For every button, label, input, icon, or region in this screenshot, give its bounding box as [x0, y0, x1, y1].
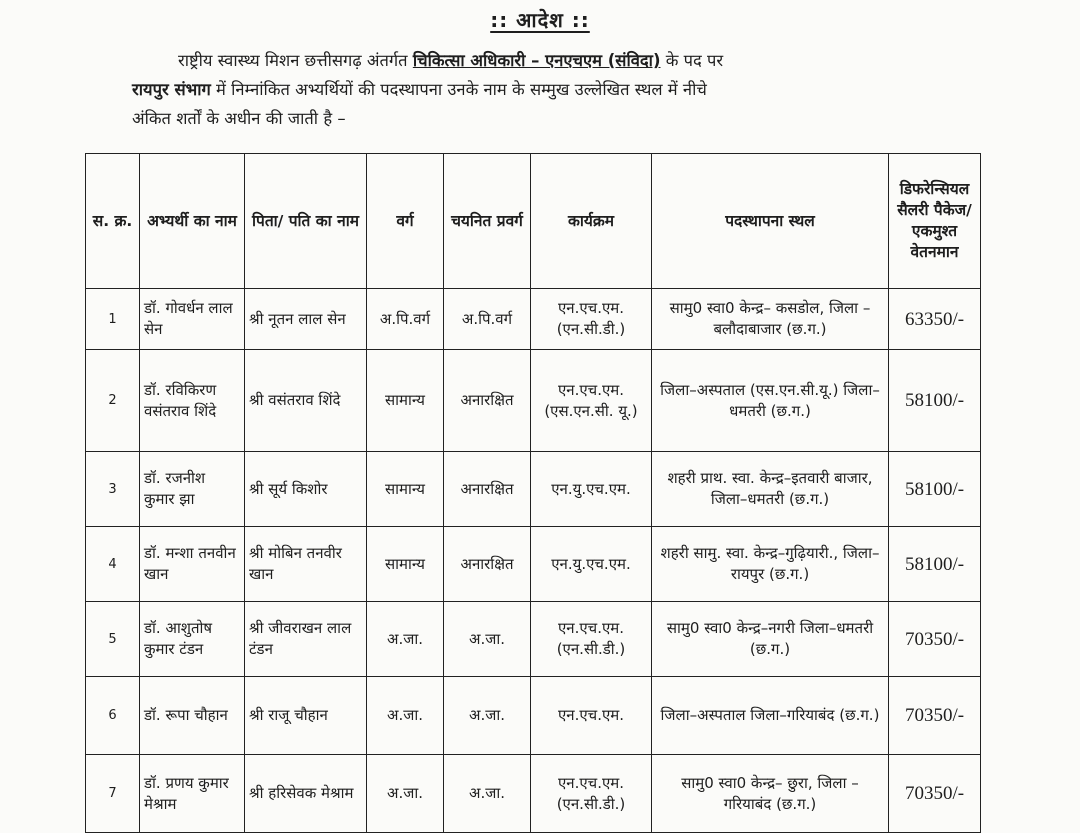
header-program: कार्यक्रम	[531, 154, 652, 289]
cell-salary: 58100/-	[889, 350, 981, 452]
cell-selected-category: अ.जा.	[444, 755, 531, 833]
cell-posting: जिला–अस्पताल (एस.एन.सी.यू.) जिला–धमतरी (छ.ग.)	[652, 350, 889, 452]
intro-text-2: में निम्नांकित अभ्यर्थियों की पदस्थापना उनके नाम के सम्मुख उल्लेखित स्थल में नीचे	[210, 80, 707, 99]
cell-category: अ.जा.	[367, 677, 444, 755]
cell-posting: जिला–अस्पताल जिला–गरियाबंद (छ.ग.)	[652, 677, 889, 755]
cell-posting: सामु0 स्वा0 केन्द्र– छुरा, जिला – गरियाबंद (छ.ग.)	[652, 755, 889, 833]
cell-sno: 6	[86, 677, 140, 755]
cell-father: श्री वसंतराव शिंदे	[245, 350, 367, 452]
intro-line-3: अंकित शर्तों के अधीन की जाती है –	[132, 109, 346, 128]
cell-name: डॉ. रविकिरण वसंतराव शिंदे	[140, 350, 245, 452]
cell-program: एन.एच.एम.	[531, 677, 652, 755]
intro-line-1	[132, 46, 958, 75]
cell-program: एन.एच.एम. (एन.सी.डी.)	[531, 602, 652, 677]
cell-sno: 2	[86, 350, 140, 452]
cell-name: डॉ. रजनीश कुमार झा	[140, 452, 245, 527]
table-row	[86, 452, 981, 527]
table-row	[86, 755, 981, 833]
cell-name: डॉ. रूपा चौहान	[140, 677, 245, 755]
intro-text-1a: राष्ट्रीय स्वास्थ्य मिशन छत्तीसगढ़ अंतर्गत	[178, 51, 413, 70]
cell-selected-category: अ.पि.वर्ग	[444, 289, 531, 350]
cell-salary: 70350/-	[889, 677, 981, 755]
cell-salary: 70350/-	[889, 602, 981, 677]
table-row	[86, 350, 981, 452]
cell-selected-category: अनारक्षित	[444, 452, 531, 527]
cell-sno: 4	[86, 527, 140, 602]
division-name: रायपुर संभाग	[132, 80, 211, 99]
cell-selected-category: अ.जा.	[444, 602, 531, 677]
cell-category: अ.जा.	[367, 602, 444, 677]
cell-program: एन.यु.एच.एम.	[531, 527, 652, 602]
cell-salary: 58100/-	[889, 452, 981, 527]
cell-sno: 7	[86, 755, 140, 833]
cell-category: सामान्य	[367, 350, 444, 452]
cell-category: सामान्य	[367, 527, 444, 602]
table-row	[86, 602, 981, 677]
cell-sno: 5	[86, 602, 140, 677]
cell-father: श्री जीवराखन लाल टंडन	[245, 602, 367, 677]
document-title	[0, 6, 1080, 33]
cell-selected-category: अनारक्षित	[444, 350, 531, 452]
cell-salary: 58100/-	[889, 527, 981, 602]
cell-father: श्री सूर्य किशोर	[245, 452, 367, 527]
table-row	[86, 527, 981, 602]
cell-program: एन.एच.एम. (एस.एन.सी. यू.)	[531, 350, 652, 452]
cell-name: डॉ. प्रणय कुमार मेश्राम	[140, 755, 245, 833]
header-name: अभ्यर्थी का नाम	[140, 154, 245, 289]
intro-paragraph	[132, 46, 958, 133]
cell-salary: 70350/-	[889, 755, 981, 833]
cell-category: अ.जा.	[367, 755, 444, 833]
cell-father: श्री मोबिन तनवीर खान	[245, 527, 367, 602]
cell-program: एन.यु.एच.एम.	[531, 452, 652, 527]
cell-selected-category: अ.जा.	[444, 677, 531, 755]
cell-program: एन.एच.एम. (एन.सी.डी.)	[531, 755, 652, 833]
cell-father: श्री नूतन लाल सेन	[245, 289, 367, 350]
cell-name: डॉ. आशुतोष कुमार टंडन	[140, 602, 245, 677]
cell-sno: 1	[86, 289, 140, 350]
cell-category: अ.पि.वर्ग	[367, 289, 444, 350]
table-row	[86, 677, 981, 755]
cell-posting: सामु0 स्वा0 केन्द्र–नगरी जिला–धमतरी (छ.ग.)	[652, 602, 889, 677]
cell-posting: शहरी प्राथ. स्वा. केन्द्र–इतवारी बाजार, जिला–धमतरी (छ.ग.)	[652, 452, 889, 527]
cell-father: श्री हरिसेवक मेश्राम	[245, 755, 367, 833]
header-category: वर्ग	[367, 154, 444, 289]
cell-salary: 63350/-	[889, 289, 981, 350]
table-row	[86, 289, 981, 350]
cell-selected-category: अनारक्षित	[444, 527, 531, 602]
header-selected-category: चयनित प्रवर्ग	[444, 154, 531, 289]
cell-program: एन.एच.एम. (एन.सी.डी.)	[531, 289, 652, 350]
cell-posting: शहरी सामु. स्वा. केन्द्र–गुढ़ियारी., जिला– रायपुर (छ.ग.)	[652, 527, 889, 602]
table-header-row	[86, 154, 981, 289]
header-posting: पदस्थापना स्थल	[652, 154, 889, 289]
title-text: :: आदेश ::	[490, 8, 590, 32]
intro-line-2	[132, 75, 958, 104]
intro-text-1b: के पद पर	[660, 51, 724, 70]
posting-table	[85, 153, 981, 833]
cell-category: सामान्य	[367, 452, 444, 527]
cell-name: डॉ. गोवर्धन लाल सेन	[140, 289, 245, 350]
header-sno: स. क्र.	[86, 154, 140, 289]
cell-father: श्री राजू चौहान	[245, 677, 367, 755]
cell-sno: 3	[86, 452, 140, 527]
cell-name: डॉ. मन्शा तनवीन खान	[140, 527, 245, 602]
header-salary: डिफरेन्सियल सैलरी पैकेज/ एकमुश्त वेतनमान	[889, 154, 981, 289]
cell-posting: सामु0 स्वा0 केन्द्र– कसडोल, जिला – बलौदाबाजार (छ.ग.)	[652, 289, 889, 350]
header-father: पिता/ पति का नाम	[245, 154, 367, 289]
post-name: चिकित्सा अधिकारी – एनएचएम (संविदा)	[412, 51, 661, 70]
